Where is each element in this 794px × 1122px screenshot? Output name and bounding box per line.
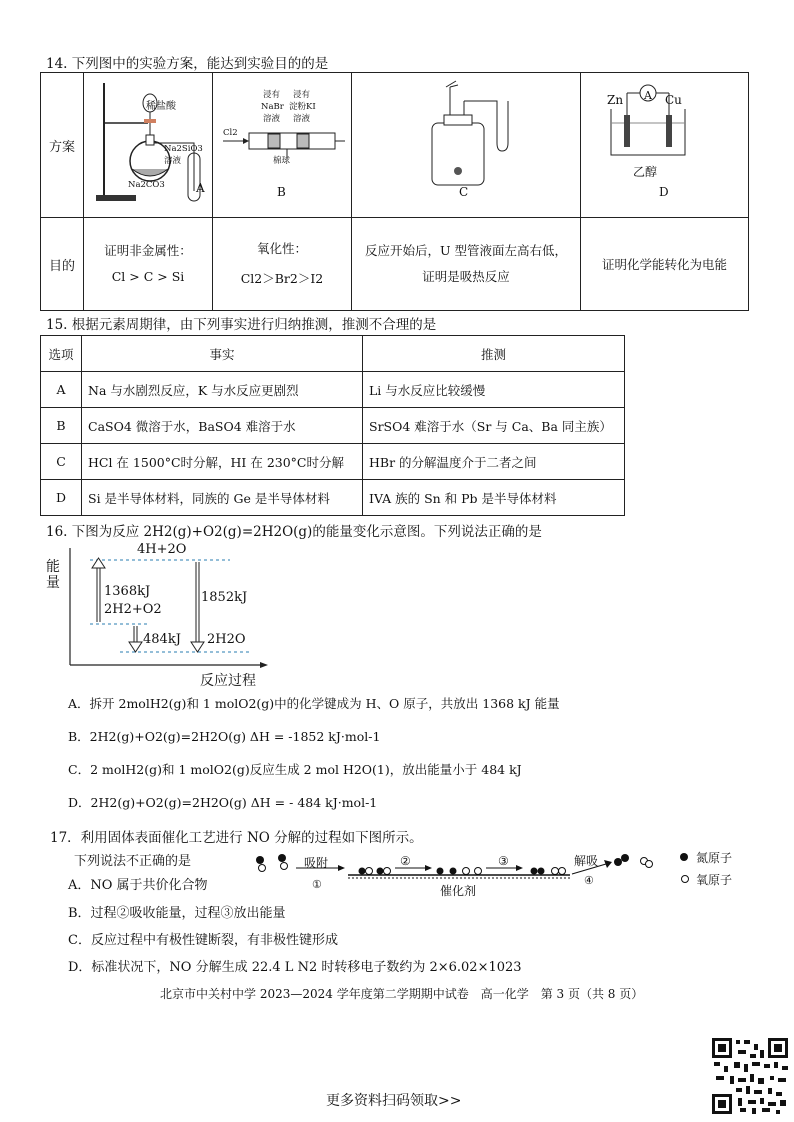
goal-a-line1: 证明非金属性： bbox=[104, 243, 192, 258]
q15-row-option: B bbox=[41, 408, 82, 444]
oxygen-atom-legend-icon bbox=[681, 875, 689, 883]
energy-1368-label: 1368kJ bbox=[104, 584, 151, 599]
x-axis-label: 反应过程 bbox=[200, 673, 256, 689]
q15-header-option: 选项 bbox=[41, 336, 82, 372]
q15-row-inference: SrSO4 难溶于水（Sr 与 Ca、Ba 同主族） bbox=[363, 408, 625, 444]
q15-row-inference: HBr 的分解温度介于二者之间 bbox=[363, 444, 625, 480]
q15-header-inference: 推测 bbox=[363, 336, 625, 372]
table-row bbox=[41, 444, 625, 480]
step-adsorption-label: 吸附 bbox=[304, 856, 329, 870]
step-1-number: ① bbox=[312, 878, 322, 891]
q15-row-fact: HCl 在 1500°C时分解，HI 在 230°C时分解 bbox=[82, 444, 363, 480]
b-label-3a: 溶液 bbox=[263, 114, 281, 124]
q16-option-a: A．拆开 2molH2(g)和 1 molO2(g)中的化学键成为 H、O 原子，共放出 1368 kJ 能量 bbox=[68, 696, 560, 711]
y-axis-label-2: 量 bbox=[46, 575, 60, 591]
na2sio3-label: Na2SiO3 bbox=[164, 144, 203, 154]
q16-option-c: C．2 molH2(g)和 1 molO2(g)反应生成 2 mol H2O(1)，放出能量小于 484 kJ bbox=[68, 762, 522, 777]
top-state-label: 4H+2O bbox=[137, 542, 187, 557]
q15-row-fact: CaSO4 微溶于水，BaSO4 难溶于水 bbox=[82, 408, 363, 444]
acid-label: 稀盐酸 bbox=[146, 101, 176, 112]
q14-cell-b-diagram bbox=[213, 73, 352, 218]
y-axis-label-1: 能 bbox=[46, 559, 60, 575]
b-label-3b: 溶液 bbox=[293, 114, 311, 124]
reactants-label: 2H2+O2 bbox=[104, 602, 162, 617]
qr-code-icon[interactable] bbox=[710, 1036, 790, 1116]
q17-option-a: A．NO 属于共价化合物 bbox=[68, 878, 208, 893]
q15-header-row bbox=[41, 336, 625, 372]
table-row bbox=[41, 408, 625, 444]
na2sio3-solution-label: 溶液 bbox=[164, 156, 182, 166]
step-2-number: ② bbox=[400, 854, 411, 868]
nitrogen-atom-legend-icon bbox=[680, 853, 688, 861]
q14-cell-d-diagram bbox=[581, 73, 749, 218]
energy-1852-label: 1852kJ bbox=[201, 590, 248, 605]
q14-row-label-plan: 方案 bbox=[41, 73, 84, 218]
cl2-label: Cl2 bbox=[223, 128, 238, 138]
q14-cell-a-diagram bbox=[84, 73, 213, 218]
goal-b-line2: Cl2＞Br2＞I2 bbox=[240, 271, 324, 286]
option-a-label: A bbox=[196, 181, 205, 195]
b-label-1a: 浸有 bbox=[263, 90, 281, 100]
legend-oxygen-label: 氧原子 bbox=[696, 873, 733, 887]
goal-b-line1: 氧化性： bbox=[256, 241, 307, 256]
q16-option-b: B．2H2(g)+O2(g)=2H2O(g) ΔH = -1852 kJ·mol-1 bbox=[68, 729, 381, 744]
page-footer-info: 北京市中关村中学 2023—2024 学年度第二学期期中试卷 高一化学 第 3 页（共 8 页） bbox=[160, 987, 644, 1001]
b-label-2b: 淀粉KI bbox=[289, 102, 316, 112]
step-3-number: ③ bbox=[498, 854, 509, 868]
goal-c-line1: 反应开始后，U 型管液面左高右低， bbox=[364, 243, 567, 258]
q17-stem: 下列说法不正确的是 bbox=[74, 854, 192, 869]
option-c-label: C bbox=[459, 185, 469, 199]
more-resources-link[interactable]: 更多资料扫码领取>> bbox=[326, 1093, 462, 1109]
q14-goal-c bbox=[352, 218, 581, 311]
step-desorption-label: 解吸 bbox=[574, 854, 599, 868]
na2co3-label: Na2CO3 bbox=[128, 180, 165, 190]
zn-label: Zn bbox=[607, 93, 624, 107]
q15-title: 15. 根据元素周期律，由下列事实进行归纳推测，推测不合理的是 bbox=[46, 317, 437, 333]
table-row bbox=[41, 372, 625, 408]
q14-title: 14. 下列图中的实验方案，能达到实验目的的是 bbox=[46, 56, 329, 72]
q17-option-d: D．标准状况下，NO 分解生成 22.4 L N2 时转移电子数约为 2×6.02×1023 bbox=[68, 960, 522, 975]
q15-row-option: D bbox=[41, 480, 82, 516]
q15-row-option: C bbox=[41, 444, 82, 480]
b-label-2a: NaBr bbox=[261, 102, 284, 112]
cu-label: Cu bbox=[665, 93, 682, 107]
energy-484-label: 484kJ bbox=[143, 632, 181, 647]
goal-c-line2: 证明是吸热反应 bbox=[422, 269, 510, 284]
goal-a-line2: Cl > C > Si bbox=[111, 269, 185, 284]
q15-table bbox=[40, 335, 625, 516]
q17-title: 17．利用固体表面催化工艺进行 NO 分解的过程如下图所示。 bbox=[50, 830, 423, 846]
q15-row-fact: Si 是半导体材料，同族的 Ge 是半导体材料 bbox=[82, 480, 363, 516]
option-b-label: B bbox=[277, 185, 286, 199]
q16-option-d: D．2H2(g)+O2(g)=2H2O(g) ΔH = - 484 kJ·mol-1 bbox=[68, 795, 378, 810]
q14-table bbox=[40, 72, 749, 311]
q15-row-inference: Li 与水反应比较缓慢 bbox=[363, 372, 625, 408]
q15-row-option: A bbox=[41, 372, 82, 408]
q17-option-b: B．过程②吸收能量，过程③放出能量 bbox=[68, 906, 286, 921]
q15-header-fact: 事实 bbox=[82, 336, 363, 372]
q17-option-c: C．反应过程中有极性键断裂，有非极性键形成 bbox=[68, 933, 338, 948]
q15-row-fact: Na 与水剧烈反应，K 与水反应更剧烈 bbox=[82, 372, 363, 408]
cotton-label: 棉球 bbox=[273, 156, 291, 166]
q14-row-label-goal: 目的 bbox=[41, 218, 84, 311]
q14-cell-c-diagram bbox=[352, 73, 581, 218]
catalyst-label: 催化剂 bbox=[440, 884, 477, 898]
q14-goal-b bbox=[213, 218, 352, 311]
q16-title: 16. 下图为反应 2H2(g)+O2(g)=2H2O(g)的能量变化示意图。下列说法正确的是 bbox=[46, 524, 542, 540]
q14-goal-d: 证明化学能转化为电能 bbox=[581, 218, 749, 311]
legend-nitrogen-label: 氮原子 bbox=[696, 851, 733, 865]
table-row bbox=[41, 480, 625, 516]
ethanol-label: 乙醇 bbox=[633, 165, 658, 179]
b-label-1b: 浸有 bbox=[293, 90, 311, 100]
ammeter-label: A bbox=[644, 89, 652, 102]
products-label: 2H2O bbox=[207, 632, 246, 647]
q14-goal-a bbox=[84, 218, 213, 311]
option-d-label: D bbox=[659, 185, 669, 199]
q15-row-inference: IVA 族的 Sn 和 Pb 是半导体材料 bbox=[363, 480, 625, 516]
step-4-number: ④ bbox=[584, 874, 594, 887]
